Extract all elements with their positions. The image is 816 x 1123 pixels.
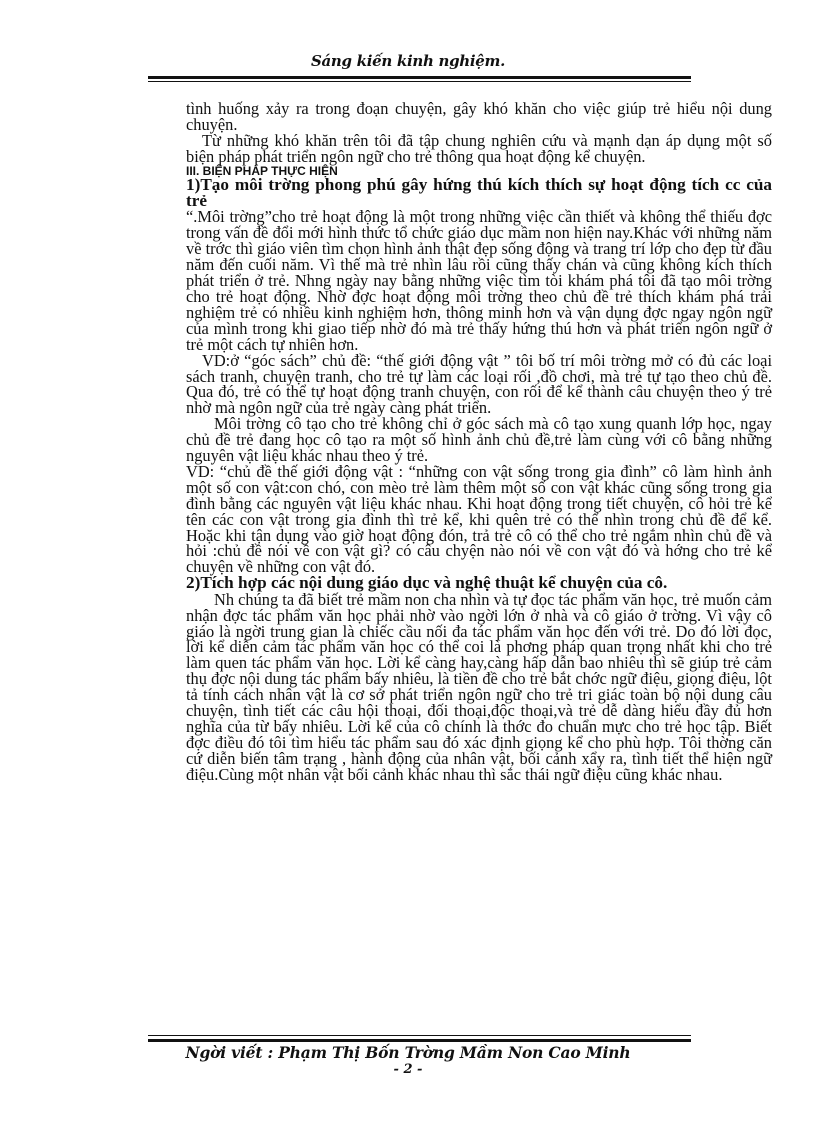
page-number: - 2 - [393,1062,423,1077]
heading-2: 2)Tích hợp các nội dung giáo dục và nghệ thuật kể chuyện của cô. [186,573,668,593]
header-rule [148,76,691,79]
footer-author: Ngời viết : Phạm Thị Bốn Trờng Mầm Non Cao Minh [185,1043,631,1062]
paragraph: VD: “chủ đề thế giới động vật : “những con vật sống trong gia đình” cô làm hình ảnh một số con vật:con chó, con mèo trẻ làm thêm một số con vật khác cũng sống trong gia đình bằng các nguyên vật liệu khác nhau. Khi hoạt động trong tiết chuyện, cô hỏi trẻ kể tên các con vật trong gia đình thì trẻ kể, khi quên trẻ có thể nhìn trong chủ đề để kể. Hoặc khi tận dụng vào giờ hoạt động đón, trả trẻ cô có thể cho trẻ ngắm nhìn chủ đề và hỏi :chủ đề nói về con vật gì? có câu chyện nào nói về con vật đó và hớng cho trẻ kể chuyện về những con vật đó. [186,461,772,577]
paragraph: Nh chúng ta đã biết trẻ mầm non cha nhìn và tự đọc tác phẩm văn học, trẻ muốn cảm nhận đợc tác phẩm văn học phải nhờ vào ngời lớn ở nhà và cô giáo ở trờng. Vì vậy cô giáo là ngời trung gian là chiếc cầu nối đa tác phẩm văn học đến với trẻ. Do đó lời đọc, lời kể diễn cảm tác phẩm văn học có thể coi là phơng pháp quan trọng nhất khi cho trẻ làm quen tác phẩm văn học. Lời kể càng hay,càng hấp dẫn bao nhiêu thì sẽ giúp trẻ cảm thụ đợc nội dung tác phẩm bấy nhiêu, là tiền đề cho trẻ bắt chớc ngữ điệu, giọng điệu, lột tả tính cách nhân vật là cơ sở phát triển ngôn ngữ cho trẻ tri giác toàn bộ nội dung câu chuyện, tình tiết các câu hội thoại, đối thoại,độc thoại,và trẻ dễ dàng hiểu đầy đủ hơn nghĩa của từ bấy nhiêu. Lời kể của cô chính là thớc đo chuẩn mực cho trẻ học tập. Biết đợc điều đó tôi tìm hiểu tác phẩm sau đó xác định giọng kể cho phù hợp. Tôi thờng căn cứ diễn biến tâm trạng , hành động của nhân vật, bối cảnh xẩy ra, tình tiết thể hiện ngữ điệu.Cùng một nhân vật bối cảnh khác nhau thì sắc thái ngữ điệu cũng khác nhau. [186,589,772,784]
paragraph: tình huống xảy ra trong đoạn chuyện, gây khó khăn cho việc giúp trẻ hiểu nội dung chuyện. [186,99,772,134]
header-title: Sáng kiến kinh nghiệm. [310,52,506,70]
paragraph: VD:ở “góc sách” chủ đề: “thế giới động vật ” tôi bố trí môi trờng mở có đủ các loại sách tranh, chuyện tranh, cho trẻ tự làm các loại rối ,đồ chơi, mà trẻ tự tạo theo chủ đề. Qua đó, trẻ có thể tự hoạt động tranh chuyện, con rối để kể thành câu chuyện theo ý trẻ nhờ mà ngôn ngữ của trẻ ngày càng phát triển. [186,350,772,418]
paragraph: “.Môi trờng”cho trẻ hoạt động là một trong những việc cần thiết và không thể thiếu đợc trong vấn đề đổi mới hình thức tổ chức giáo dục mầm non hiện nay.Khác với những năm về trớc thì giáo viên tìm chọn hình ảnh thật đẹp sống động và trang trí lớp cho đẹp từ đầu năm đến cuối năm. Vì thế mà trẻ nhìn lâu rồi cũng thấy chán và cũng không kích thích phát triển ở trẻ. Nhng ngày nay bằng những việc tìm tòi khám phá tôi đã tạo môi trờng cho trẻ hoạt động. Nhờ đợc hoạt động môi trờng theo chủ đề trẻ thích khám phá trải nghiệm trẻ có nhiều kinh nghiệm hơn, thông minh hơn và vận dụng đợc ngay ngôn ngữ của mình trong khi giao tiếp nhờ đó mà trẻ thấy hứng thú hơn và phát triển ngôn ngữ ở trẻ một cách tự nhiên hơn. [186,207,772,354]
paragraph: Môi trờng cô tạo cho trẻ không chỉ ở góc sách mà cô tạo xung quanh lớp học, ngay chủ đề trẻ đang học cô tạo ra một số hình ảnh chủ đề,trẻ làm cùng với cô bằng những nguyên vật liệu khác nhau theo ý trẻ. [186,414,772,466]
footer-rule-thin [148,1035,691,1036]
footer-rule [148,1039,691,1042]
heading-1: 1)Tạo môi trờng phong phú gây hứng thú kích thích sự hoạt động tích cc của trẻ [186,174,772,211]
section-heading: III. BIỆN PHÁP THỰC HIỆN [186,163,338,178]
paragraph: Từ những khó khăn trên tôi đã tập chung nghiên cứu và mạnh dạn áp dụng một số biện pháp phát triển ngôn ngữ cho trẻ thông qua hoạt động kể chuyện. [186,130,772,166]
header-rule-thin [148,81,691,82]
document-body [186,101,772,783]
